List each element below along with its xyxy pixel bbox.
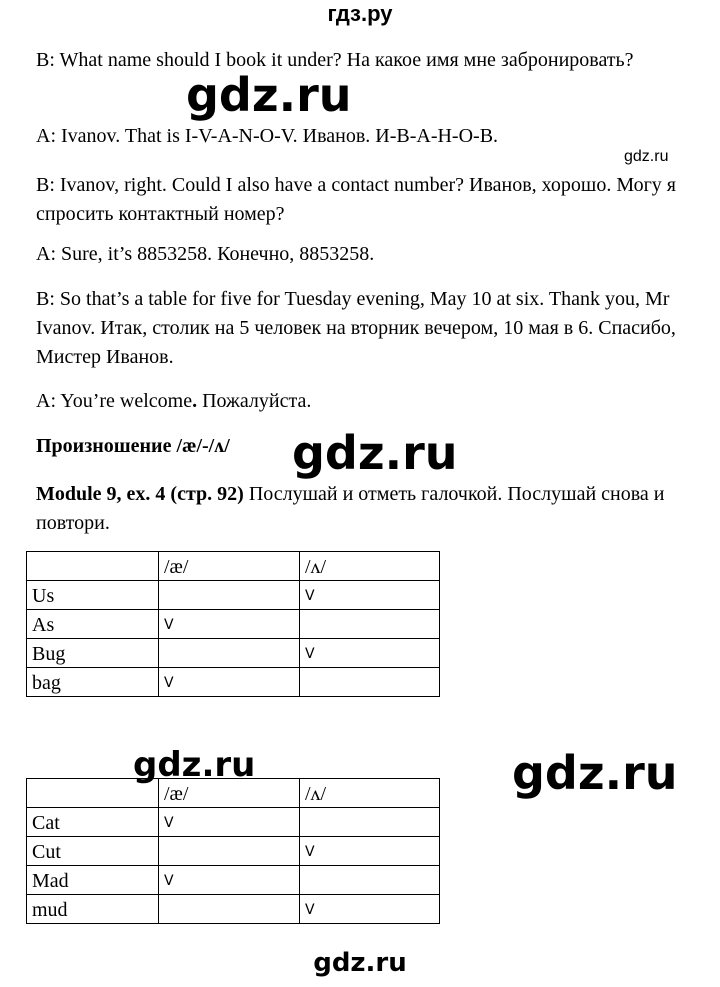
table-cell — [27, 779, 159, 808]
tick-cell: V — [300, 837, 440, 866]
table-row — [27, 610, 440, 639]
table-cell: Bug — [27, 639, 159, 668]
table-row — [27, 581, 440, 610]
tick-cell: V — [159, 668, 300, 697]
table-row — [27, 866, 440, 895]
dialogue-line-5: B: So that’s a table for five for Tuesday evening, May 10 at six. Thank you, Mr Ivanov. Итак, столик на 5 человек на вторник вечером, 10 мая в 6. Спасибо, Мистер Иванов. — [36, 288, 676, 368]
dialogue-line-4: A: Sure, it’s 8853258. Конечно, 8853258. — [36, 243, 375, 265]
table-cell: Mad — [27, 866, 159, 895]
tick-cell — [159, 895, 300, 924]
table-cell: /ʌ/ — [300, 552, 440, 581]
watermark-gdz-footer: gdz.ru — [313, 948, 407, 978]
dialogue-line-2: A: Ivanov. That is I-V-A-N-O-V. Иванов. И-В-А-Н-О-В. — [36, 125, 499, 147]
tick-cell — [159, 639, 300, 668]
tick-cell — [300, 668, 440, 697]
dialogue-line-3: B: Ivanov, right. Could I also have a contact number? Иванов, хорошо. Могу я спросить контактный номер? — [36, 174, 676, 225]
table-row — [27, 639, 440, 668]
table-header-row — [27, 552, 440, 581]
table-row — [27, 808, 440, 837]
table-cell: /æ/ — [159, 552, 300, 581]
tick-cell: V — [159, 610, 300, 639]
tick-cell — [300, 610, 440, 639]
task-instruction: Module 9, ex. 4 (стр. 92) Послушай и отметь галочкой. Послушай снова и повтори. — [36, 483, 665, 534]
table-cell: Cut — [27, 837, 159, 866]
pronunciation-table-1 — [26, 551, 440, 697]
table-cell — [27, 552, 159, 581]
watermark-gdz: gdz.ru — [133, 745, 256, 785]
watermark-gdz-small: gdz.ru — [624, 148, 669, 165]
table-cell: As — [27, 610, 159, 639]
table-row — [27, 895, 440, 924]
table-cell: Cat — [27, 808, 159, 837]
watermark-gdz: gdz.ru — [512, 746, 678, 800]
tick-cell — [300, 808, 440, 837]
dialogue-line-6: A: You’re welcome. Пожалуйста. — [36, 390, 312, 412]
site-brand-header: гдз.ру — [327, 1, 393, 26]
tick-cell: V — [159, 808, 300, 837]
watermark-gdz: gdz.ru — [292, 426, 458, 480]
table-row — [27, 668, 440, 697]
tick-cell — [159, 581, 300, 610]
tick-cell — [159, 837, 300, 866]
table-cell: mud — [27, 895, 159, 924]
tick-cell: V — [300, 639, 440, 668]
dialogue-line-1: B: What name should I book it under? На какое имя мне забронировать? — [36, 49, 634, 71]
pronunciation-table-2 — [26, 778, 440, 924]
watermark-gdz: gdz.ru — [186, 68, 352, 122]
table-cell: bag — [27, 668, 159, 697]
tick-cell: V — [300, 581, 440, 610]
table-cell: /ʌ/ — [300, 779, 440, 808]
tick-cell: V — [159, 866, 300, 895]
table-cell: /æ/ — [159, 779, 300, 808]
table-header-row — [27, 779, 440, 808]
table-row — [27, 837, 440, 866]
tick-cell — [300, 866, 440, 895]
table-cell: Us — [27, 581, 159, 610]
tick-cell: V — [300, 895, 440, 924]
section-title: Произношение /æ/-/ʌ/ — [36, 435, 230, 457]
